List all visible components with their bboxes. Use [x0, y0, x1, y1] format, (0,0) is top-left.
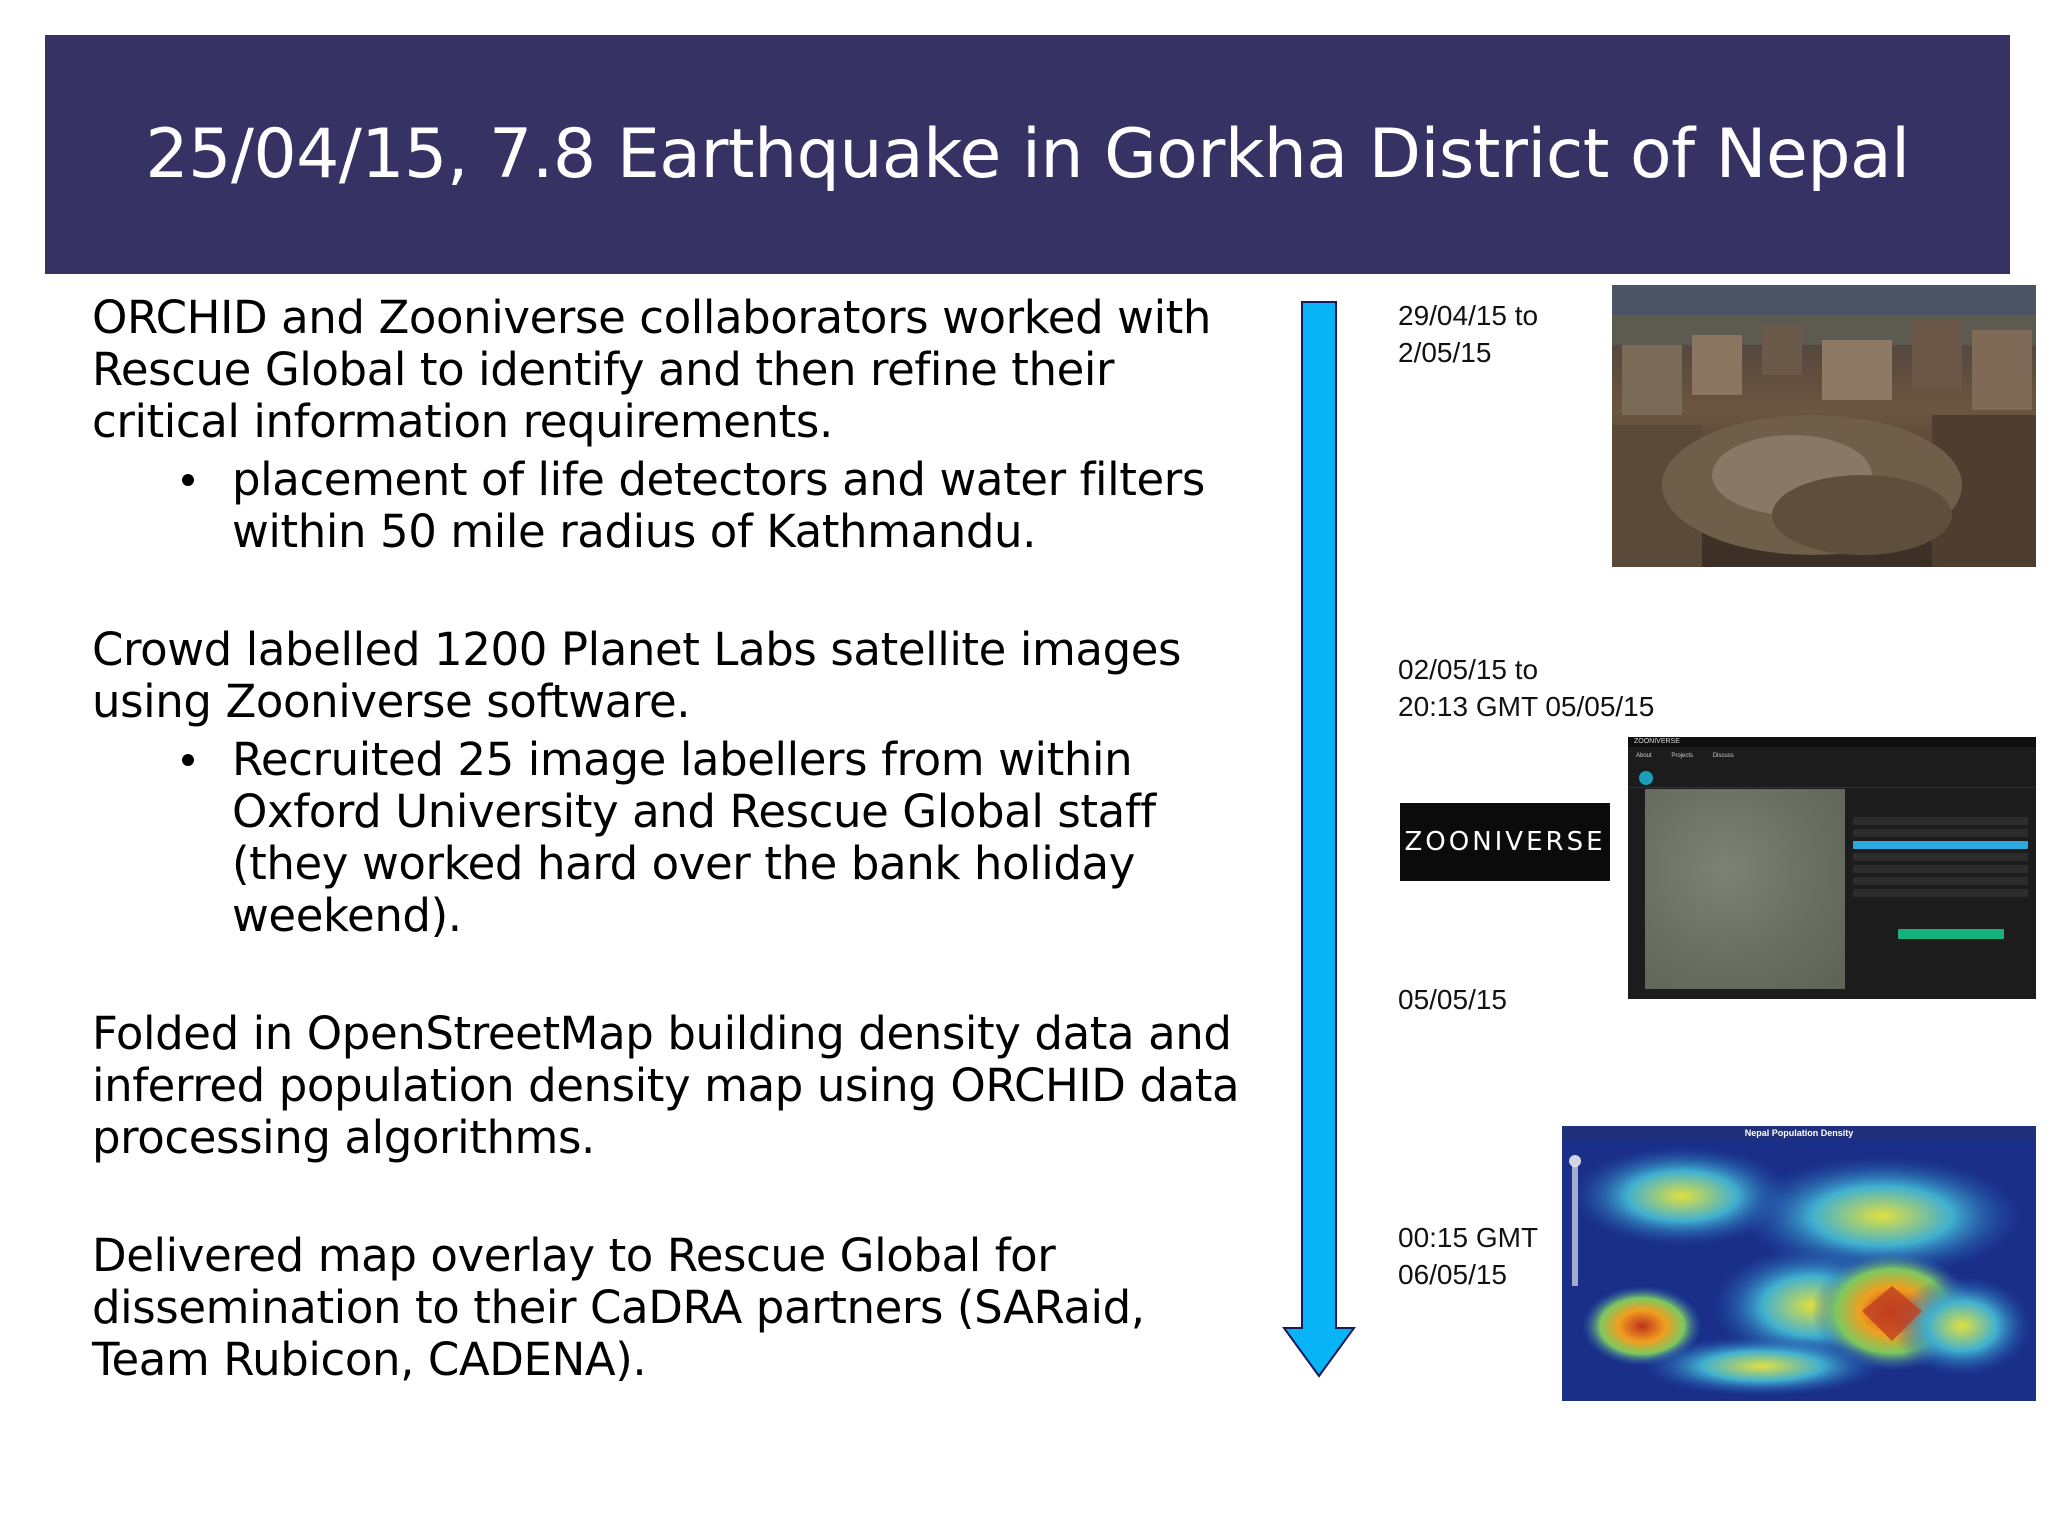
bullet-icon — [182, 754, 194, 766]
population-density-map — [1562, 1126, 2036, 1401]
option-row-selected — [1853, 841, 2028, 849]
map-title: Nepal Population Density — [1562, 1126, 2036, 1140]
project-avatar-icon — [1639, 771, 1653, 785]
satellite-image — [1645, 789, 1845, 989]
zooniverse-tabs — [1628, 765, 2036, 788]
section-1-text: ORCHID and Zooniverse collaborators worked with Rescue Global to identify and then refine their critical information requirements. — [92, 291, 1212, 448]
main-content — [92, 292, 1252, 1386]
section-3-text: Folded in OpenStreetMap building density data and inferred population density map using ORCHID data processing algorithms. — [92, 1007, 1240, 1164]
section-1-bullets — [92, 454, 1252, 558]
nav-projects: Projects — [1671, 753, 1694, 759]
section-2-bullets — [92, 734, 1252, 942]
zooniverse-nav — [1628, 747, 2036, 765]
zooniverse-topbar: ZOONIVERSE — [1628, 737, 2036, 747]
done-button — [1898, 929, 2004, 939]
bullet-item: Recruited 25 image labellers from within Oxford University and Rescue Global staff (they worked hard over the bank holiday weekend). — [232, 734, 1252, 942]
timeline-arrow-icon — [1282, 300, 1356, 1380]
nav-about: About — [1636, 753, 1652, 759]
timeline-date-1: 29/04/15 to 2/05/15 — [1398, 300, 1539, 368]
slide-title: 25/04/15, 7.8 Earthquake in Gorkha District of Nepal — [145, 115, 1910, 194]
option-row — [1853, 853, 2028, 861]
zooniverse-classify-screenshot — [1628, 737, 2036, 999]
timeline-date-4: 00:15 GMT 06/05/15 — [1398, 1222, 1539, 1290]
option-row — [1853, 865, 2028, 873]
option-row — [1853, 889, 2028, 897]
section-4-text: Delivered map overlay to Rescue Global for dissemination to their CaDRA partners (SARaid, Team Rubicon, CADENA). — [92, 1229, 1145, 1386]
earthquake-damage-photo — [1612, 285, 2036, 567]
timeline-date-3: 05/05/15 — [1398, 984, 1507, 1015]
bullet-item: placement of life detectors and water filters within 50 mile radius of Kathmandu. — [232, 454, 1252, 558]
heatmap-image-icon — [1562, 1126, 2036, 1401]
bullet-icon — [182, 474, 194, 486]
nav-discuss: Discuss — [1712, 753, 1734, 759]
zooniverse-logo-text: ZOONIVERSE — [1404, 827, 1606, 857]
photo-image-icon — [1612, 285, 2036, 567]
option-row — [1853, 877, 2028, 885]
section-2-text: Crowd labelled 1200 Planet Labs satellite images using Zooniverse software. — [92, 623, 1182, 728]
timeline-date-2: 02/05/15 to 20:13 GMT 05/05/15 — [1398, 654, 1655, 722]
title-banner — [45, 35, 2010, 274]
zooniverse-logo — [1400, 803, 1610, 881]
option-row — [1853, 817, 2028, 825]
option-row — [1853, 829, 2028, 837]
